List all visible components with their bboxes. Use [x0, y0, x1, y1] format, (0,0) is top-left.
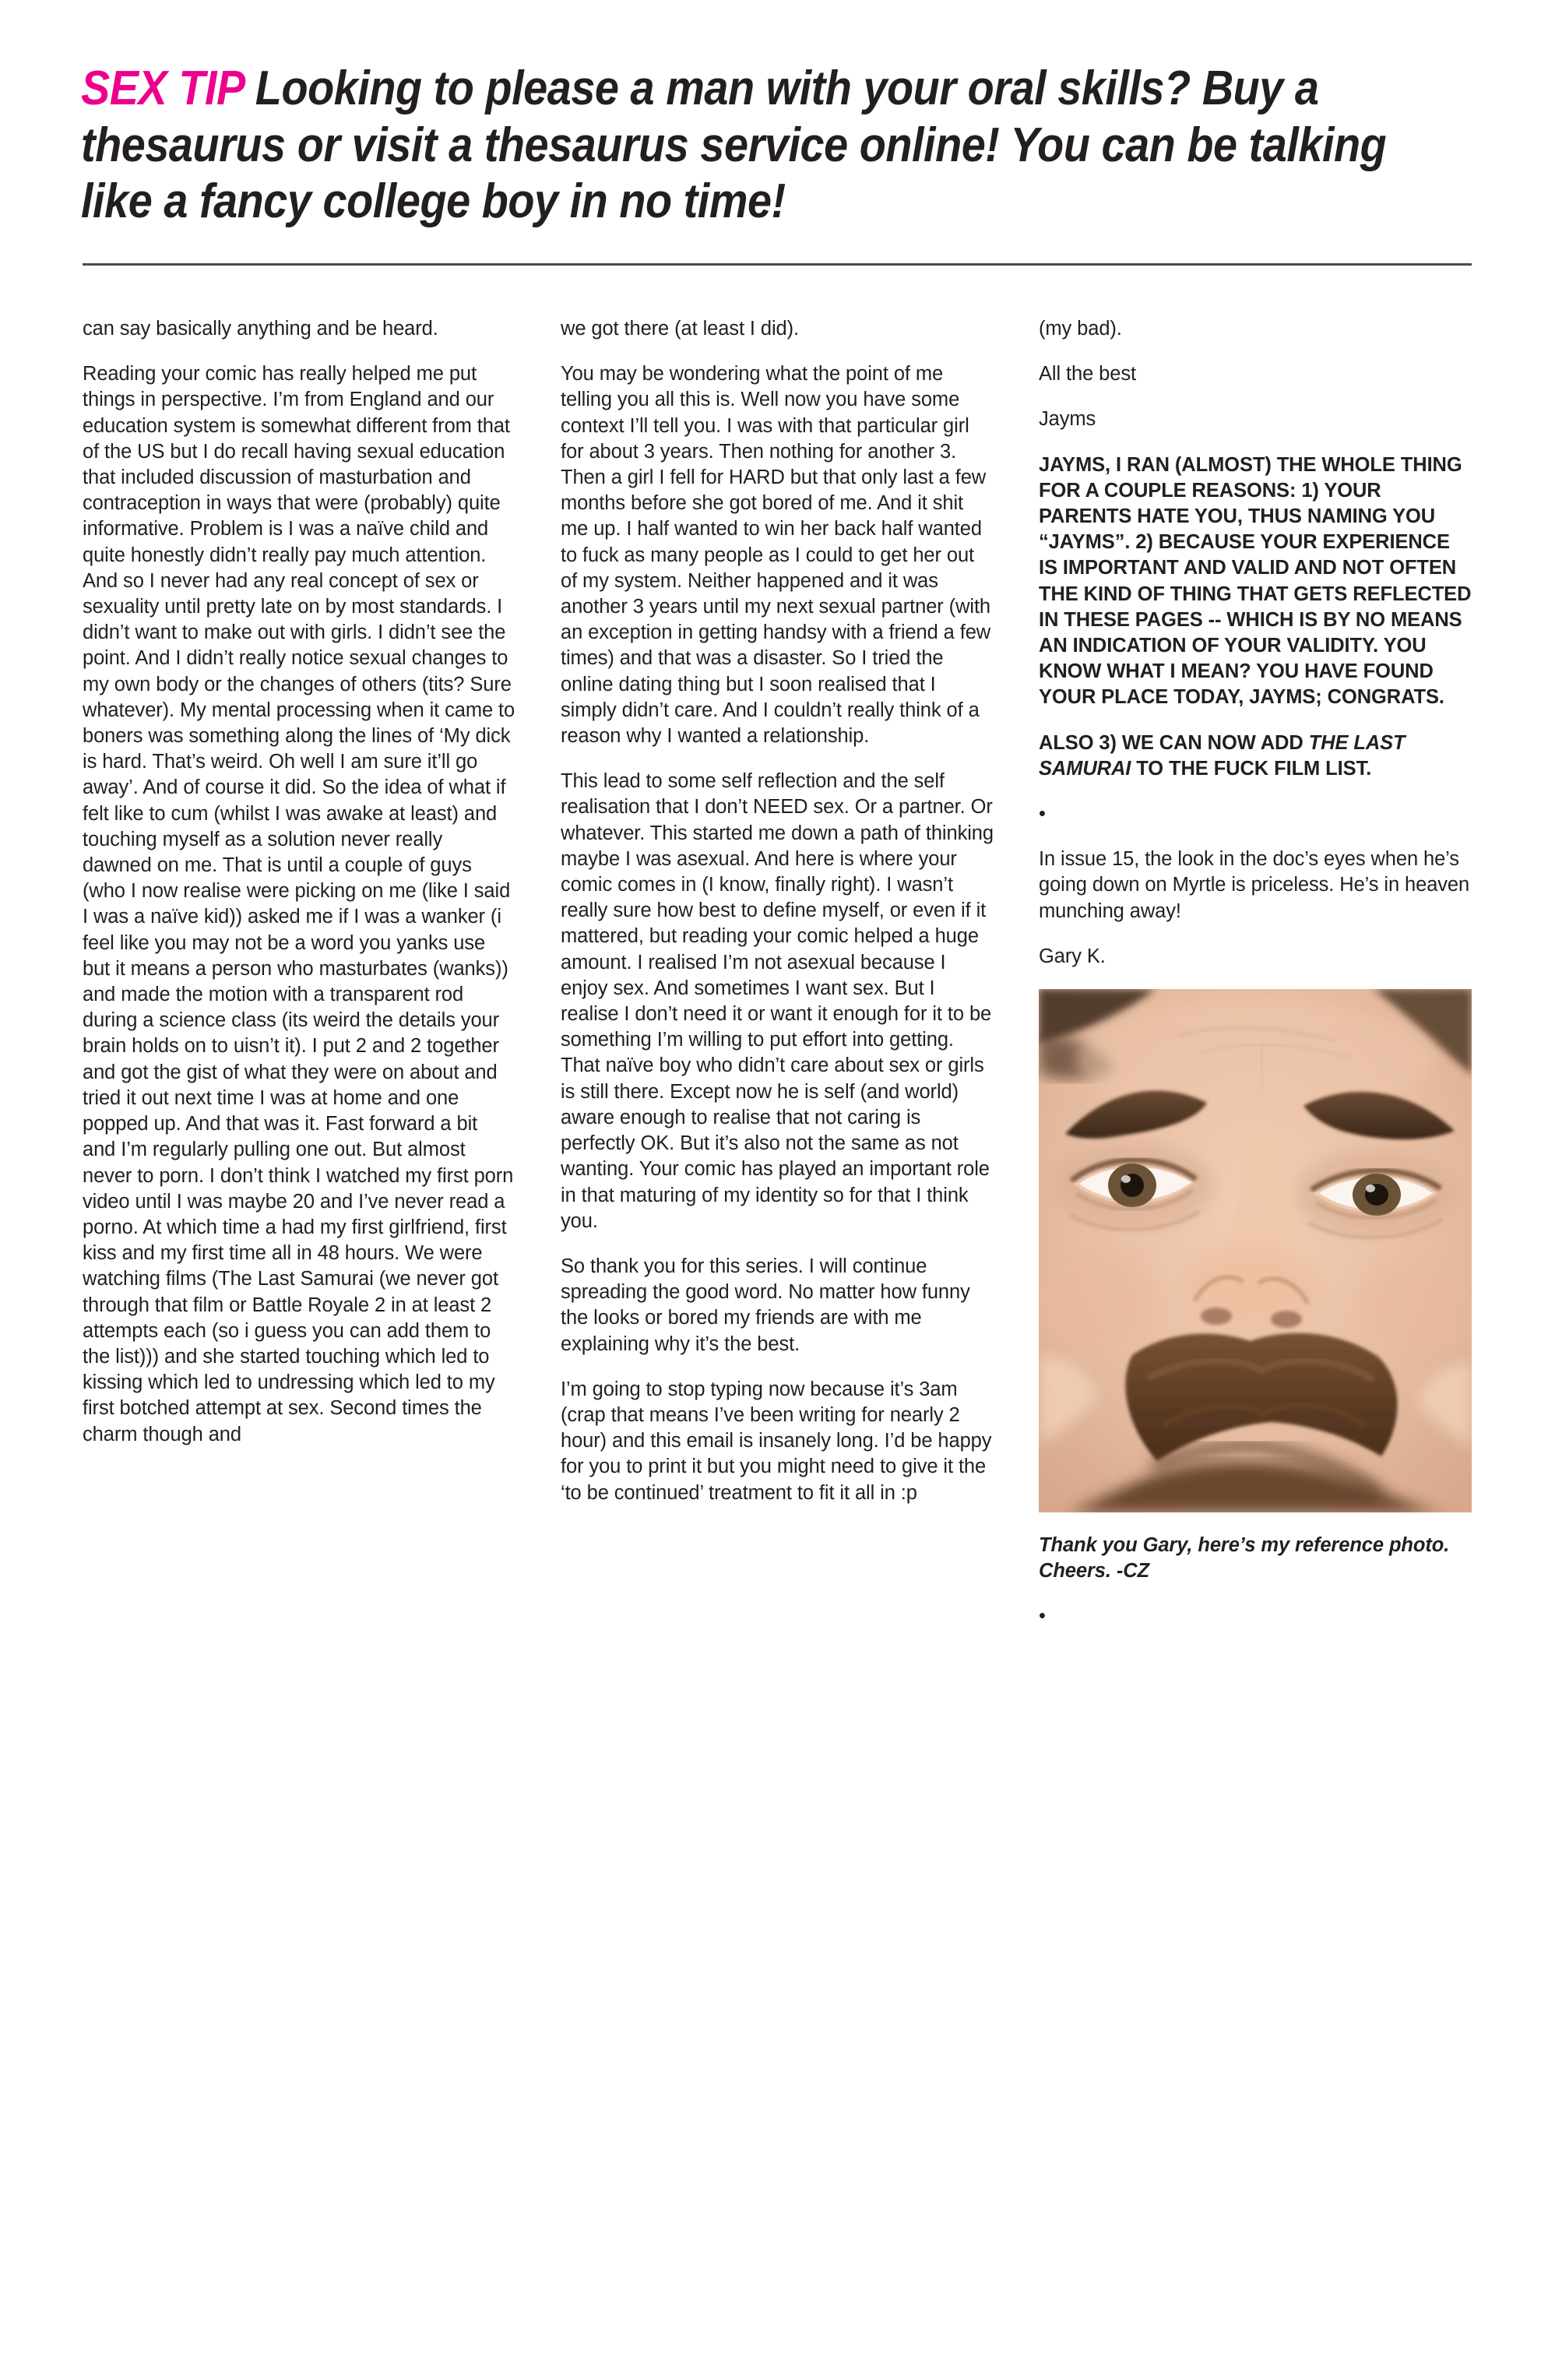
- headline-text: [81, 61, 1469, 231]
- signoff-line: All the best: [1039, 363, 1136, 386]
- editor-reply-2: [1039, 731, 1472, 782]
- photo-caption: Thank you Gary, here’s my reference photo. Cheers. -CZ: [1039, 1534, 1450, 1583]
- page-headline: [81, 61, 1475, 231]
- letters-columns: [83, 316, 1476, 2341]
- headline-kicker: SEX TIP: [81, 62, 244, 115]
- bullet-separator-2: •: [1039, 1605, 1046, 1628]
- paragraph: This lead to some self reflection and the self realisation that I don’t NEED sex. Or a partner. Or whatever. This started me down a path of thinking maybe I was asexual. And here is where your comic comes in (I know, finally right). I wasn’t really sure how best to define myself, or even if it mattered, but reading your comic helped a huge amount. I realised I’m not asexual because I enjoy sex. And sometimes I want sex. But I realise I don’t need it or want it enough for it to be something I’m willing to put effort into getting. That naïve boy who didn’t care about sex or girls is still there. Except now he is self (and world) aware enough to realise that not caring is perfectly OK. But it’s also not the same as not wanting. Your comic has played an important role in that maturing of my identity so for that I think you.: [561, 770, 994, 1232]
- paragraph: Reading your comic has really helped me put things in perspective. I’m from England and our education system is somewhat different from that of the US but I do recall having sexual education that included discussion of masturbation and contraception in ways that were (probably) quite informative. Problem is I was a naïve child and quite honestly didn’t really pay much attention. And so I never had any real concept of sex or sexuality until pretty late on by most standards. I didn’t want to make out with girls. I didn’t see the point. And I didn’t really notice sexual changes to my own body or the changes of others (tits? Sure whatever). My mental processing when it came to boners was something along the lines of ‘My dick is hard. That’s weird. Oh well I am sure it’ll go away’. And of course it did. So the idea of what if felt like to cum (whilst I was awake at least) and touching myself as a solution never really dawned on me. That is until a couple of guys (who I now realise were picking on me (like I said I was a naïve kid)) asked me if I was a wanker (i feel like you may not be a word you yanks use but it means a person who masturbates (wanks)) and made the motion with a transparent rod during a science class (its weird the details your brain holds on to uisn’t it). I put 2 and 2 together and got the gist of what they were on about and tried it out next time I was at home and one popped up. And that was it. Fast forward a bit and I’m regularly pulling one out. But almost never to porn. I don’t think I watched my first porn video until I was maybe 20 and I’ve never read a porno. At which time a had my first girlfriend, first kiss and my first time all in 48 hours. We were watching films (The Last Samurai (we never got through that film or Battle Royale 2 in at least 2 attempts each (so i guess you can add them to the list))) and she started touching which led to kissing which led to undressing which led to my first botched attempt at sex. Second times the charm though and: [83, 363, 515, 1445]
- reply-2-post: TO THE FUCK FILM LIST.: [1131, 757, 1372, 780]
- signature-gary: Gary K.: [1039, 945, 1106, 967]
- headline-body: Looking to please a man with your oral skills? Buy a thesaurus or visit a thesaurus service online! You can be talking like a fancy college boy in no time!: [81, 62, 1387, 229]
- film-title-italic: THE LAST SAMURAI: [1039, 731, 1406, 780]
- paragraph: can say basically anything and be heard.: [83, 318, 438, 340]
- paragraph: (my bad).: [1039, 318, 1122, 340]
- reference-photo: [1039, 989, 1472, 1512]
- bullet-separator: •: [1039, 803, 1046, 826]
- reply-2-pre: ALSO 3) WE CAN NOW ADD: [1039, 731, 1309, 754]
- signature-jayms: Jayms: [1039, 408, 1096, 431]
- paragraph: we got there (at least I did).: [561, 318, 799, 340]
- editor-reply-1: JAYMS, I RAN (ALMOST) THE WHOLE THING FOR A COUPLE REASONS: 1) YOUR PARENTS HATE YOU, THUS NAMING YOU “JAYMS”. 2) BECAUSE YOUR EXPERIENCE IS IMPORTANT AND VALID AND NOT OFTEN THE KIND OF THING THAT GETS REFLECTED IN THESE PAGES -- WHICH IS BY NO MEANS AN INDICATION OF YOUR VALIDITY. YOU KNOW WHAT I MEAN? YOU HAVE FOUND YOUR PLACE TODAY, JAYMS; CONGRATS.: [1039, 453, 1472, 709]
- paragraph: You may be wondering what the point of me telling you all this is. Well now you have some context I’ll tell you. I was with that particular girl for about 3 years. Then nothing for another 3. Then a girl I fell for HARD but that only last a few months before she got bored of me. And it shit me up. I half wanted to win her back half wanted to fuck as many people as I could to get her out of my system. Neither happened and it was another 3 years until my next sexual partner (with an exception in getting handsy with a friend a few times) and that was a disaster. So I tried the online dating thing but I soon realised that I simply didn’t care. And I couldn’t really think of a reason why I wanted a relationship.: [561, 363, 991, 748]
- column-3: [1039, 316, 1472, 2341]
- paragraph-gary-letter: In issue 15, the look in the doc’s eyes when he’s going down on Myrtle is priceless. He’s in heaven munching away!: [1039, 848, 1470, 922]
- paragraph: So thank you for this series. I will continue spreading the good word. No matter how funny the looks or bored my friends are with me explaining why it’s the best.: [561, 1255, 970, 1355]
- column-2: [561, 316, 994, 2341]
- column-1: [83, 316, 515, 2341]
- paragraph: I’m going to stop typing now because it’s 3am (crap that means I’ve been writing for nearly 2 hour) and this email is insanely long. I’d be happy for you to print it but you might need to give it the ‘to be continued’ treatment to fit it all in :p: [561, 1378, 992, 1504]
- header-divider-rule: [83, 263, 1472, 266]
- reference-photo-image: [1039, 989, 1472, 1512]
